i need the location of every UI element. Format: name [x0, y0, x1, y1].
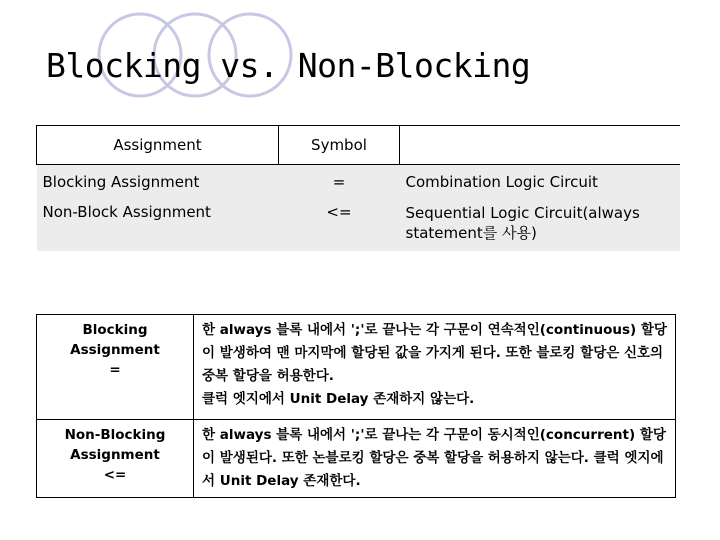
header-assignment: Assignment [37, 126, 279, 165]
row-description: 한 always 블록 내에서 ';'로 끝나는 각 구문이 연속적인(continuous) 할당이 발생하여 맨 마지막에 할당된 값을 가지게 된다. 또한 블로킹 할당은 신호의 중복 할당을 허용한다. [202, 322, 667, 384]
row-name-line2: Assignment [70, 342, 160, 358]
comparison-table [36, 314, 676, 498]
row-description-cell [194, 420, 676, 498]
table-row [37, 199, 681, 251]
row-description: Combination Logic Circuit [400, 165, 681, 200]
row-symbol: = [279, 165, 400, 200]
row-description: Sequential Logic Circuit(always statement를 사용) [400, 199, 681, 251]
assignment-table [36, 125, 680, 251]
row-name-cell [37, 315, 194, 420]
row-description: 한 always 블록 내에서 ';'로 끝나는 각 구문이 동시적인(concurrent) 할당이 발생된다. 또한 논블로킹 할당은 중복 할당을 허용하지 않는다. 클럭 엣지에서 Unit Delay 존재한다. [202, 427, 666, 489]
row-name-line1: Non-Blocking [64, 427, 166, 443]
row-symbol: = [109, 362, 121, 378]
table-row [37, 165, 681, 200]
slide-title: Blocking vs. Non-Blocking [46, 46, 531, 85]
row-note: 클럭 엣지에서 Unit Delay 존재하지 않는다. [202, 391, 475, 407]
row-symbol: <= [279, 199, 400, 251]
table-row [37, 315, 676, 420]
row-name-line2: Assignment [70, 447, 160, 463]
row-name: Non-Block Assignment [37, 199, 279, 251]
row-name: Blocking Assignment [37, 165, 279, 200]
row-description-cell [194, 315, 676, 420]
row-name-line1: Blocking [82, 322, 148, 338]
header-symbol: Symbol [279, 126, 400, 165]
row-symbol: <= [103, 467, 127, 483]
table-header-row [37, 126, 681, 165]
row-name-cell [37, 420, 194, 498]
header-description [400, 126, 681, 165]
table-row [37, 420, 676, 498]
